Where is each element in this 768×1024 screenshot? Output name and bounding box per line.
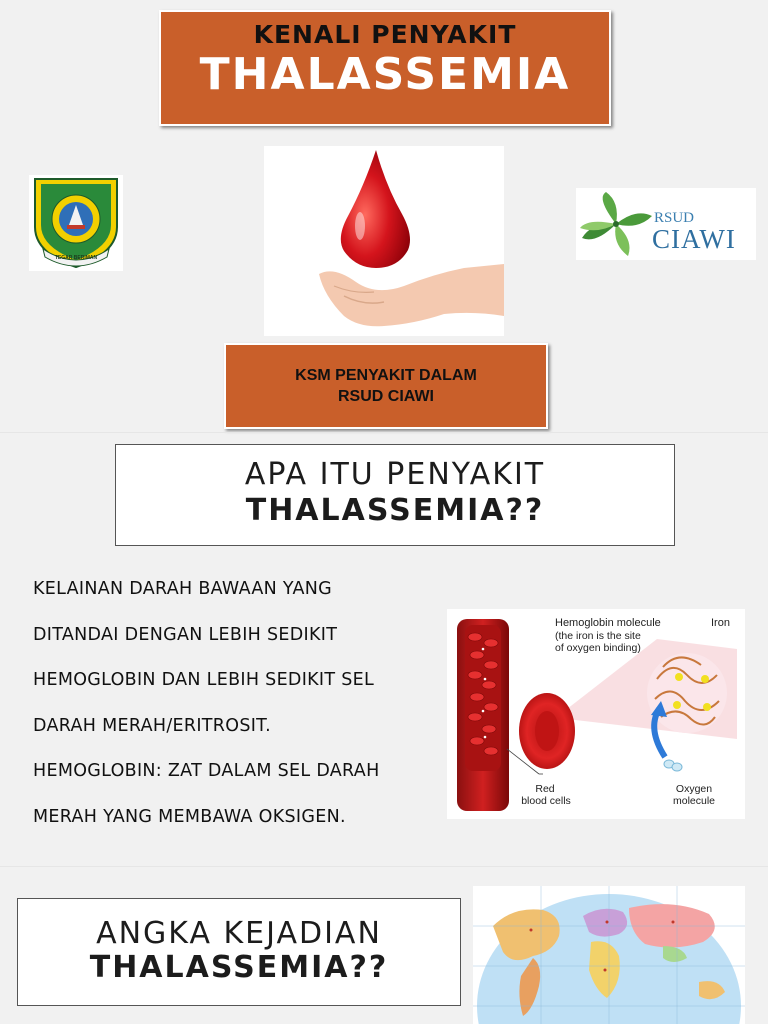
definition-line: KELAINAN DARAH BAWAAN YANG [33,579,333,599]
definition-line: HEMOGLOBIN DAN LEBIH SEDIKIT SEL [33,670,375,690]
definition-line: MERAH YANG MEMBAWA OKSIGEN. [33,806,346,827]
oxygen-label: molecule [672,795,716,807]
iron-label: Iron [711,617,730,629]
hemoglobin-note-label: of oxygen binding) [555,642,641,654]
title-line1: KENALI PENYAKIT [253,20,517,49]
definition-line: HEMOGLOBIN: ZAT DALAM SEL DARAH [33,761,380,781]
logo-text-rsud: RSUD [654,210,695,226]
what-is-question-box [115,444,675,546]
world-map-image [473,886,745,1024]
department-line2: RSUD CIAWI [338,388,434,405]
section-divider [0,866,768,867]
what-is-line1: APA ITU PENYAKIT [244,457,546,492]
department-line1: KSM PENYAKIT DALAM [295,367,477,384]
world-map-icon [473,886,745,1024]
rbc-label: Red [535,783,555,795]
definition-line: DITANDAI DENGAN LEBIH SEDIKIT [33,624,338,645]
department-banner [224,343,548,429]
rbc-label: blood cells [521,795,571,807]
definition-line: DARAH MERAH/ERITROSIT. [33,715,271,736]
rsud-ciawi-logo [576,188,756,260]
emblem-motto: TEGAR BERIMAN [54,255,98,261]
incidence-line1: ANGKA KEJADIAN [96,916,382,951]
hemoglobin-title-label: Hemoglobin molecule [555,617,661,629]
logo-text-ciawi: CIAWI [652,224,736,254]
regency-emblem [29,175,123,271]
hemoglobin-diagram [447,609,745,819]
hemoglobin-note-label: (the iron is the site [555,630,641,642]
oxygen-label: Oxygen [675,783,713,795]
incidence-line2: THALASSEMIA?? [89,950,389,985]
what-is-line2: THALASSEMIA?? [245,493,545,528]
leaf-logo-icon [576,188,656,260]
definition-text [33,574,433,847]
incidence-question-box [17,898,461,1006]
title-line2: THALASSEMIA [199,49,571,100]
section-divider [0,432,768,433]
title-banner [159,10,611,126]
blood-drop-hand-image [264,146,504,336]
blood-drop-icon [264,146,504,336]
